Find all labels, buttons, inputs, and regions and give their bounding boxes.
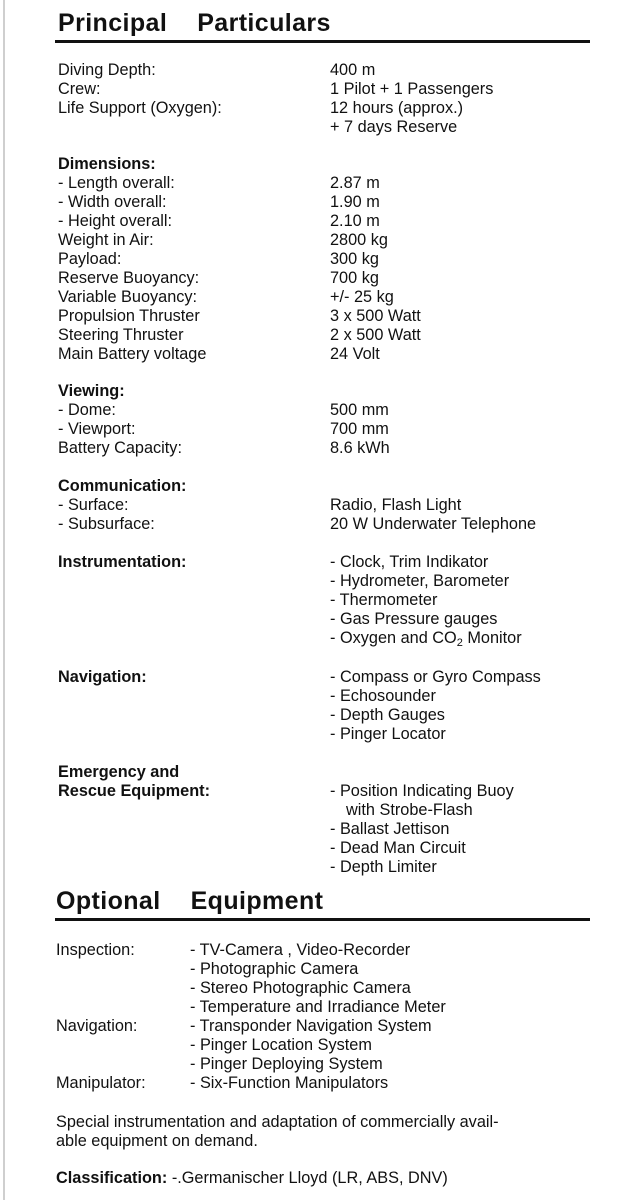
spec-row [58, 99, 608, 118]
inspection-label: Inspection: [56, 941, 135, 959]
subscript-2: 2 [456, 637, 463, 649]
spec-row [58, 496, 608, 515]
spec-row [58, 345, 608, 364]
spec-row [58, 288, 608, 307]
emergency-item: with Strobe-Flash [346, 801, 473, 819]
inspection-item: - Stereo Photographic Camera [190, 979, 411, 997]
spec-label: Battery Capacity: [58, 439, 182, 457]
spec-row [58, 61, 608, 80]
spec-label: Steering Thruster [58, 326, 184, 344]
spec-row [58, 80, 608, 99]
emergency-item: - Dead Man Circuit [330, 839, 466, 857]
spec-value: 2 x 500 Watt [330, 326, 421, 344]
optional-navigation-item: - Pinger Deploying System [190, 1055, 383, 1073]
list-item [58, 572, 608, 591]
spec-value: 12 hours (approx.) [330, 99, 464, 117]
classification-value: -.Germanischer Lloyd (LR, ABS, DNV) [171, 1169, 448, 1187]
spec-label: - Width overall: [58, 193, 167, 211]
list-item [56, 1055, 608, 1074]
spec-row [58, 269, 608, 288]
list-item [58, 706, 608, 725]
spec-label: - Dome: [58, 401, 116, 419]
viewing-heading: Viewing: [58, 382, 125, 400]
list-item [56, 1036, 608, 1055]
spec-value: 500 mm [330, 401, 389, 419]
list-item [58, 820, 608, 839]
spec-label: - Height overall: [58, 212, 173, 230]
list-item [58, 687, 608, 706]
spec-label: - Surface: [58, 496, 129, 514]
emergency-item: - Depth Limiter [330, 858, 437, 876]
instrument-item: - Gas Pressure gauges [330, 610, 498, 628]
optional-navigation-label: Navigation: [56, 1017, 138, 1035]
spec-row [58, 420, 608, 439]
list-item [58, 591, 608, 610]
spec-label: Reserve Buoyancy: [58, 269, 200, 287]
spec-row [58, 401, 608, 420]
spec-label: Variable Buoyancy: [58, 288, 198, 306]
spec-value: 400 m [330, 61, 376, 79]
spec-row [58, 118, 608, 137]
spec-row [58, 439, 608, 458]
list-item [58, 610, 608, 629]
list-item [56, 979, 608, 998]
principal-title-word1: Principal [58, 9, 168, 37]
spec-label: Payload: [58, 250, 122, 268]
spec-value: 2.87 m [330, 174, 380, 192]
list-item [56, 941, 608, 960]
optional-equipment-heading [56, 886, 323, 916]
optional-navigation-item: - Transponder Navigation System [190, 1017, 432, 1035]
spec-label: Life Support (Oxygen): [58, 99, 222, 117]
spec-row [58, 515, 608, 534]
list-item [58, 668, 608, 687]
list-item [58, 782, 608, 801]
emergency-item: - Ballast Jettison [330, 820, 450, 838]
spec-label: Crew: [58, 80, 101, 98]
optional-heading-rule [55, 918, 590, 921]
spec-value: 2.10 m [330, 212, 380, 230]
spec-label: Diving Depth: [58, 61, 156, 79]
list-item [56, 998, 608, 1017]
communication-heading: Communication: [58, 477, 187, 495]
navigation-item: - Depth Gauges [330, 706, 445, 724]
spec-value: 24 Volt [330, 345, 380, 363]
classification-row [56, 1169, 448, 1188]
spec-label: - Viewport: [58, 420, 136, 438]
spec-value: 2800 kg [330, 231, 388, 249]
spec-value: +/- 25 kg [330, 288, 394, 306]
spec-value: 3 x 500 Watt [330, 307, 421, 325]
inspection-item: - Photographic Camera [190, 960, 359, 978]
spec-value: 20 W Underwater Telephone [330, 515, 537, 533]
list-item [56, 1017, 608, 1036]
spec-row [58, 326, 608, 345]
instrument-item: - Hydrometer, Barometer [330, 572, 510, 590]
list-item [58, 801, 608, 820]
spec-row [58, 193, 608, 212]
principal-heading-rule [55, 40, 590, 43]
spec-row [58, 307, 608, 326]
rescue-heading: Rescue Equipment: [58, 782, 210, 800]
instrument-item: - Clock, Trim Indikator [330, 553, 489, 571]
spec-value: 700 mm [330, 420, 389, 438]
spec-label: Main Battery voltage [58, 345, 207, 363]
manipulator-item: - Six-Function Manipulators [190, 1074, 389, 1092]
special-note-line1: Special instrumentation and adaptation of commercially avail- [56, 1113, 499, 1131]
optional-title-word1: Optional [56, 887, 161, 915]
inspection-item: - Temperature and Irradiance Meter [190, 998, 446, 1016]
spec-value: 1 Pilot + 1 Passengers [330, 80, 494, 98]
list-item [58, 725, 608, 744]
manipulator-label: Manipulator: [56, 1074, 146, 1092]
list-item [58, 629, 608, 648]
emergency-item: - Position Indicating Buoy [330, 782, 514, 800]
dimensions-heading: Dimensions: [58, 155, 156, 173]
spec-value: + 7 days Reserve [330, 118, 458, 136]
navigation-item: - Pinger Locator [330, 725, 446, 743]
spec-label: Propulsion Thruster [58, 307, 200, 325]
principal-particulars-heading [58, 8, 331, 38]
classification-label: Classification: [56, 1169, 168, 1187]
list-item [56, 960, 608, 979]
spec-label: Weight in Air: [58, 231, 154, 249]
list-item [58, 839, 608, 858]
optional-navigation-item: - Pinger Location System [190, 1036, 372, 1054]
spec-label: - Subsurface: [58, 515, 155, 533]
spec-value: 700 kg [330, 269, 379, 287]
page-edge-line [3, 0, 5, 1200]
list-item [56, 1074, 608, 1093]
spec-label: - Length overall: [58, 174, 175, 192]
spec-row [58, 231, 608, 250]
spec-value: Radio, Flash Light [330, 496, 462, 514]
instrument-item: - Thermometer [330, 591, 438, 609]
emergency-heading: Emergency and [58, 763, 180, 781]
navigation-item: - Echosounder [330, 687, 436, 705]
spec-value: 8.6 kWh [330, 439, 390, 457]
navigation-heading: Navigation: [58, 668, 147, 686]
spec-row [58, 212, 608, 231]
spec-value: 1.90 m [330, 193, 380, 211]
instrument-item-oxygen: - Oxygen and CO2 Monitor [330, 629, 522, 649]
instrumentation-heading: Instrumentation: [58, 553, 187, 571]
inspection-item: - TV-Camera , Video-Recorder [190, 941, 411, 959]
list-item [58, 553, 608, 572]
principal-title-word2: Particulars [197, 9, 331, 37]
special-note-line2: able equipment on demand. [56, 1132, 258, 1150]
optional-title-word2: Equipment [190, 887, 324, 915]
spec-row [58, 174, 608, 193]
list-item [58, 858, 608, 877]
spec-value: 300 kg [330, 250, 379, 268]
spec-row [58, 250, 608, 269]
navigation-item: - Compass or Gyro Compass [330, 668, 541, 686]
